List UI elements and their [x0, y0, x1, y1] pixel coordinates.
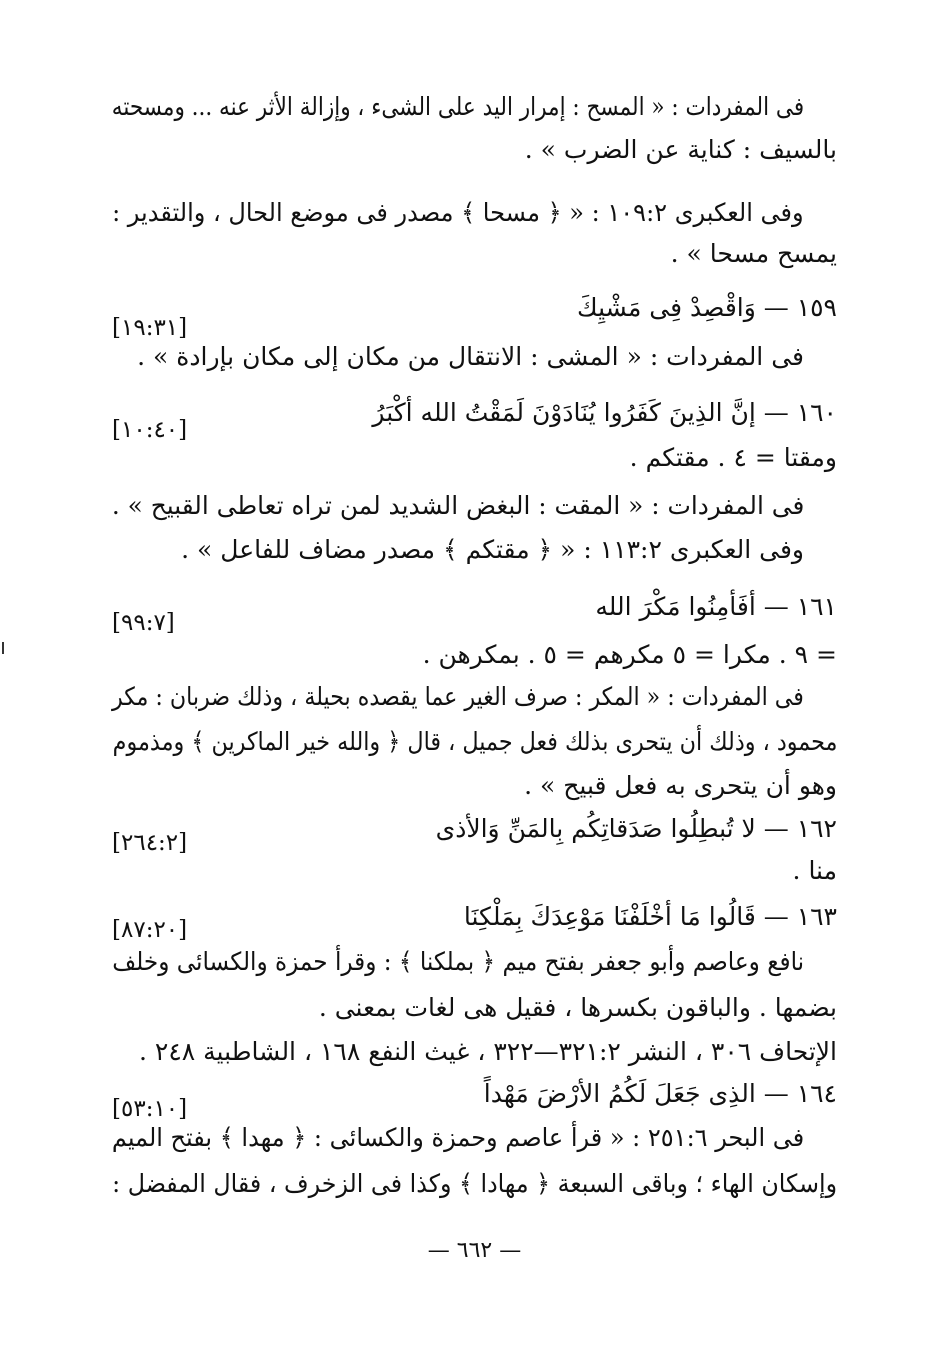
- text-line: ١٦١ — أفَأمِنُوا مَكْرَ الله: [595, 592, 837, 621]
- text-line: ١٥٩ — وَاقْصِدْ فِى مَشْيِكَ: [577, 293, 837, 322]
- text-line: فى المفردات : « المكر : صرف الغير عما يقصده بحيلة ، وذلك ضربان : مكر: [112, 682, 804, 711]
- verse-reference: [٨٧:٢٠]: [112, 917, 188, 943]
- text-line: ١٦٣ — قَالُوا مَا أخْلَفْنَا مَوْعِدَكَ بِمَلْكِنَا: [463, 902, 837, 931]
- text-line: نافع وعاصم وأبو جعفر بفتح ميم ﴿ بملكنا ﴾ : وقرأ حمزة والكسائى وخلف: [112, 947, 804, 976]
- text-line: فى المفردات : « المسح : إمرار اليد على الشىء ، وإزالة الأثر عنه ... ومسحته: [111, 92, 804, 121]
- verse-reference: [١٩:٣١]: [112, 315, 188, 341]
- page-number: — ٦٦٢ —: [427, 1238, 522, 1263]
- text-line: = ٩ . مكرا = ٥ مكرهم = ٥ . بمكرهن .: [422, 640, 837, 669]
- text-line: فى المفردات : « المقت : البغض الشديد لمن تراه تعاطى القبيح » .: [111, 491, 804, 520]
- verse-reference: [٢٦٤:٢]: [112, 830, 188, 856]
- scan-edge-mark: [2, 642, 4, 654]
- text-line: وفى العكبرى ١٠٩:٢ : « ﴿ مسحا ﴾ مصدر فى موضع الحال ، والتقدير :: [112, 198, 804, 227]
- verse-reference: [٩٩:٧]: [112, 610, 175, 636]
- text-line: ١٦٢ — لا تُبطِلُوا صَدَقاتِكُم بِالمَنِّ وَالأذى: [435, 814, 837, 843]
- verse-reference: [١٠:٤٠]: [112, 417, 188, 443]
- text-line: وإسكان الهاء ؛ وباقى السبعة ﴿ مهادا ﴾ وكذا فى الزخرف ، فقال المفضل :: [112, 1169, 837, 1198]
- text-line: وفى العكبرى ١١٣:٢ : « ﴿ مقتكم ﴾ مصدر مضاف للفاعل » .: [181, 535, 804, 564]
- text-line: محمود ، وذلك أن يتحرى بذلك فعل جميل ، قال ﴿ والله خير الماكرين ﴾ ومذموم: [112, 727, 837, 756]
- text-line: الإتحاف ٣٠٦ ، النشر ٣٢١:٢—٣٢٢ ، غيث النفع ١٦٨ ، الشاطبية ٢٤٨ .: [138, 1037, 837, 1066]
- text-line: بضمها . والباقون بكسرها ، فقيل هى لغات بمعنى .: [318, 993, 837, 1022]
- text-line: ومقتا = ٤ . مقتكم .: [629, 443, 837, 472]
- text-line: فى البحر ٢٥١:٦ : « قرأ عاصم وحمزة والكسائى : ﴿ مهدا ﴾ بفتح الميم: [111, 1123, 804, 1152]
- text-line: وهو أن يتحرى به فعل قبيح » .: [524, 771, 837, 800]
- text-line: بالسيف : كناية عن الضرب » .: [524, 135, 837, 164]
- verse-reference: [٥٣:١٠]: [112, 1096, 188, 1122]
- text-line: ١٦٠ — إنَّ الذِينَ كَفَرُوا يُنَادَوْنَ لَمَقْتُ الله أكْبَرُ: [372, 398, 837, 427]
- text-line: يمسح مسحا » .: [670, 239, 837, 268]
- text-line: فى المفردات : « المشى : الانتقال من مكان إلى مكان بإرادة » .: [137, 342, 804, 371]
- text-line: منا .: [792, 856, 837, 885]
- text-line: ١٦٤ — الذِى جَعَلَ لَكُمُ الأرْضَ مَهْداً: [483, 1079, 837, 1108]
